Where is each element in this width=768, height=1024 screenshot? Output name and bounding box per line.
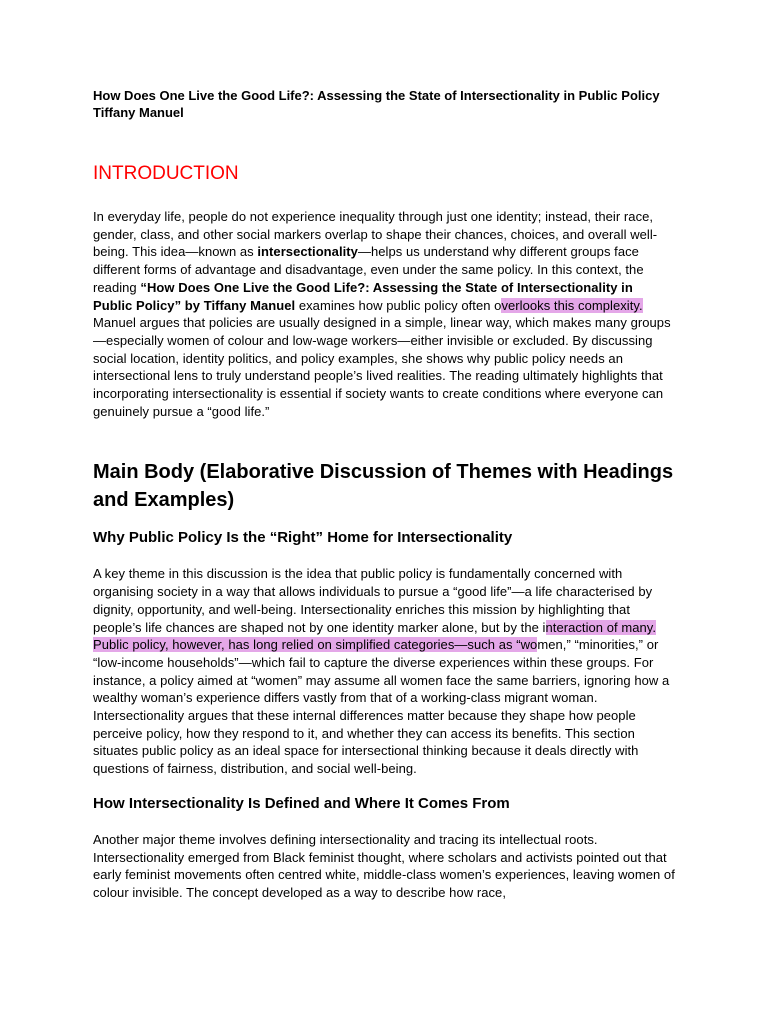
section-1-text-2: men,” “minorities,” or “low-income households”—which fail to capture the diverse experiences within these groups. For instance, a policy aimed at “women” may assume all women face the same barriers, ignoring how a wealthy woman’s experience differs vastly from that of a working-class migrant woman. Intersectionality argues that these internal differences matter because they shape how people perceive policy, how they respond to it, and whether they can access its benefits. This section situates public policy as an ideal space for intersectional thinking because it deals directly with questions of fairness, distribution, and social well-being. <box>93 637 670 777</box>
introduction-heading: INTRODUCTION <box>93 163 239 184</box>
main-body-heading: Main Body (Elaborative Discussion of Themes with Headings and Examples) <box>93 461 674 512</box>
section-1-text-1: A key theme in this discussion is the idea that public policy is fundamentally concerned with organising society in a way that allows individuals to pursue a “good life”—a life characterised by dignity, opportunity, and well-being. Intersectionality enriches this mission by highlighting that people’s life chances are shaped not by one identity marker alone, but by the i <box>93 566 653 635</box>
intro-text-3: examines how public policy often o <box>295 297 502 313</box>
intro-bold-reading-title: “How Does One Live the Good Life?: Assessing the State of Intersectionality in Public Policy” by Tiffany Manuel <box>93 279 633 313</box>
document-title: How Does One Live the Good Life?: Assessing the State of Intersectionality in Public Policy Tiffany Manuel <box>93 88 660 120</box>
introduction-paragraph <box>93 208 675 420</box>
section-1-paragraph <box>93 565 675 777</box>
intro-highlight: verlooks this complexity. <box>501 297 643 313</box>
intro-text-1: In everyday life, people do not experience inequality through just one identity; instead, their race, gender, class, and other social markers overlap to shape their chances, choices, and overall well-being. This idea—known as <box>93 209 658 260</box>
section-2-heading: How Intersectionality Is Defined and Where It Comes From <box>93 794 510 812</box>
intro-text-4: Manuel argues that policies are usually designed in a simple, linear way, which makes many groups—especially women of colour and low-wage workers—either invisible or excluded. By discussing social location, identity politics, and policy examples, she shows why public policy needs an intersectional lens to truly understand people’s lived realities. The reading ultimately highlights that incorporating intersectionality is essential if society wants to create conditions where everyone can genuinely pursue a “good life.” <box>93 315 671 419</box>
intro-bold-term: intersectionality <box>257 244 358 260</box>
intro-text-2: —helps us understand why different groups face different forms of advantage and disadvantage, even under the same policy. In this context, the reading <box>93 244 644 295</box>
section-1-highlight: nteraction of many. Public policy, however, has long relied on simplified categories—such as “wo <box>93 619 657 653</box>
section-2-paragraph: Another major theme involves defining intersectionality and tracing its intellectual roots. Intersectionality emerged from Black feminist thought, where scholars and activists pointed out that early feminist movements often centred white, middle-class women’s experiences, leaving women of colour invisible. The concept developed as a way to describe how race, <box>93 831 675 900</box>
section-1-heading: Why Public Policy Is the “Right” Home for Intersectionality <box>93 529 513 547</box>
